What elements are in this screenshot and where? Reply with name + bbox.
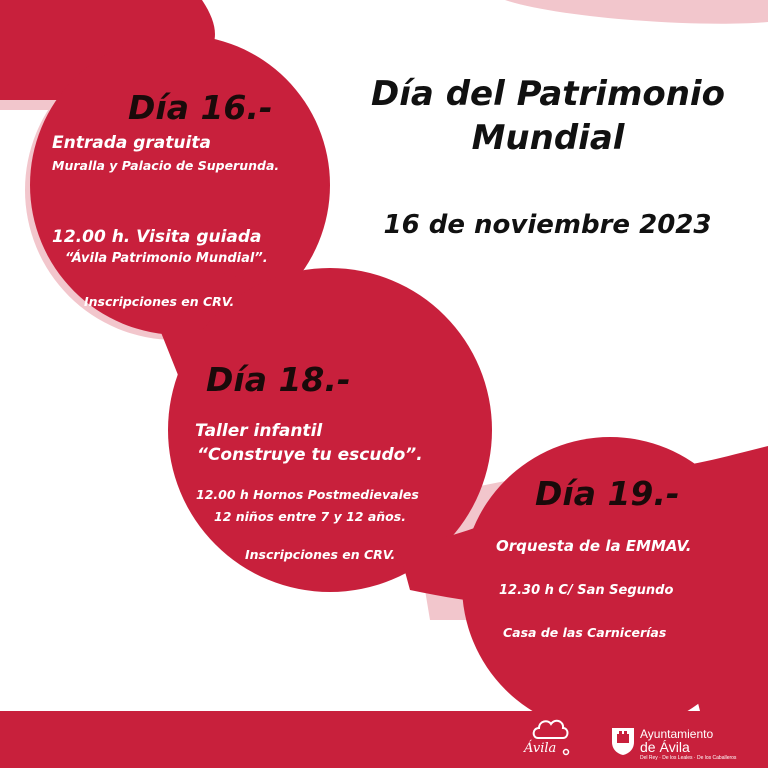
event-title-line1: Día del Patrimonio	[371, 74, 725, 114]
day-16-line-2: Muralla y Palacio de Superunda.	[52, 158, 280, 173]
org-tagline: Del Rey · De los Leales · De los Caballeros	[640, 755, 737, 761]
event-title-line2: Mundial	[471, 118, 625, 158]
avila-brand-wordmark: Ávila	[524, 741, 557, 756]
day-16-line-1: Entrada gratuita	[52, 133, 211, 153]
day-19-line-1: Orquesta de la EMMAV.	[496, 537, 692, 555]
city-crest-icon	[610, 726, 636, 756]
day-16-line-5: Inscripciones en CRV.	[84, 294, 235, 309]
day-19-line-2: 12.30 h C/ San Segundo	[499, 583, 674, 598]
day-18-line-3: 12.00 h Hornos Postmedievales	[196, 487, 419, 502]
day-16-line-4: “Ávila Patrimonio Mundial”.	[65, 251, 268, 266]
day-16-line-3: 12.00 h. Visita guiada	[52, 227, 262, 247]
day-18-line-1: Taller infantil	[195, 421, 323, 441]
event-date: 16 de noviembre 2023	[383, 210, 712, 240]
org-name-line1: Ayuntamiento	[640, 727, 714, 741]
day-16-heading: Día 16.-	[128, 88, 273, 127]
day-18-line-5: Inscripciones en CRV.	[245, 547, 396, 562]
day-18-heading: Día 18.-	[206, 360, 351, 399]
day-19-line-3: Casa de las Carnicerías	[503, 625, 667, 640]
day-18-line-2: “Construye tu escudo”.	[197, 445, 423, 465]
org-name-line2: de Ávila	[640, 739, 690, 755]
day-18-line-4: 12 niños entre 7 y 12 años.	[214, 509, 406, 524]
day-19-heading: Día 19.-	[535, 474, 680, 513]
